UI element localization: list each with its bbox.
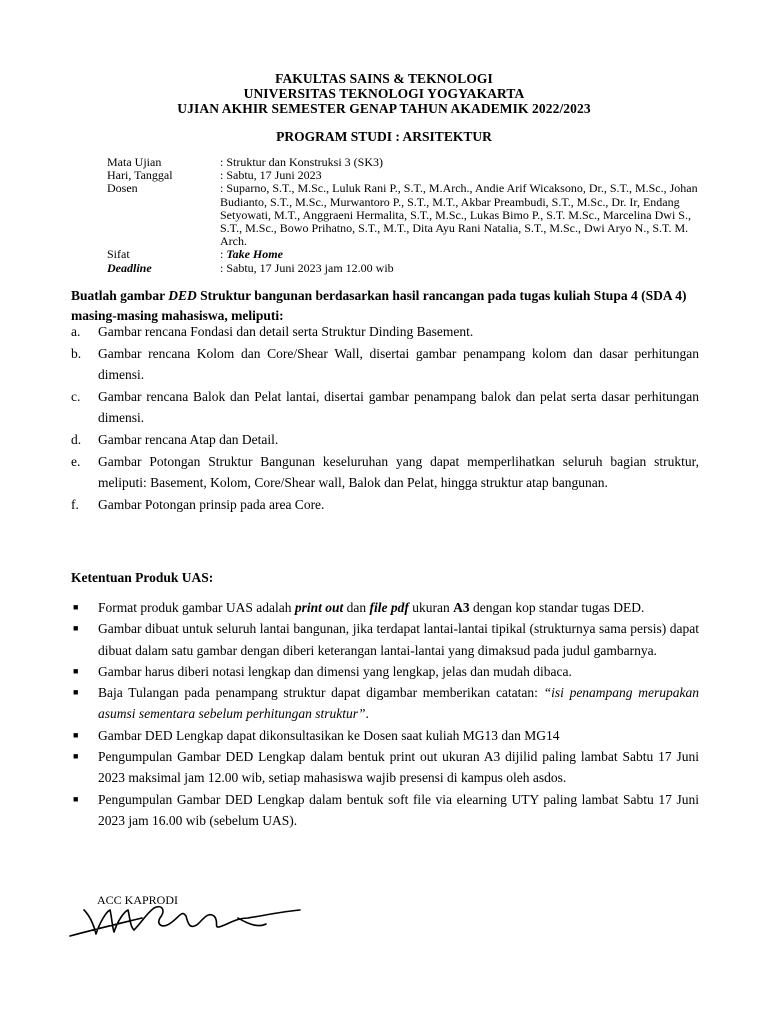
info-row-lecturers: [107, 182, 700, 248]
list-item: [71, 386, 699, 428]
list-marker: b.: [71, 346, 82, 361]
instruction-text: Buatlah gambar: [71, 288, 169, 303]
list-item: [71, 661, 699, 682]
text-run: dan: [343, 600, 370, 615]
list-text: Gambar dibuat untuk seluruh lantai bangunan, jika terdapat lantai-lantai tipikal (strukturnya sama persis) dapat dibuat dalam satu gambar dengan diberi keterangan lantai-lantai yang dimaksud pada judul gambarnya.: [98, 621, 699, 658]
list-item: [71, 429, 699, 450]
text-run: Baja Tulangan pada penampang struktur dapat digambar memberikan catatan:: [98, 685, 544, 701]
bullet-icon: ■: [73, 729, 79, 740]
info-value: [220, 248, 700, 261]
list-item: [71, 725, 699, 746]
list-text: Gambar Potongan prinsip pada area Core.: [98, 497, 325, 512]
requirements-title: Ketentuan Produk UAS:: [71, 570, 214, 585]
info-label: Dosen: [107, 181, 138, 196]
list-text: [98, 682, 699, 725]
bullet-icon: ■: [73, 793, 79, 804]
exam-title: UJIAN AKHIR SEMESTER GENAP TAHUN AKADEMIK 2022/2023: [177, 101, 591, 116]
list-text: Pengumpulan Gambar DED Lengkap dalam bentuk soft file via elearning UTY paling lambat Sabtu 17 Juni 2023 jam 16.00 wib (sebelum UAS).: [98, 791, 699, 828]
info-colon: :: [220, 247, 227, 262]
list-text: Gambar DED Lengkap dapat dikonsultasikan ke Dosen saat kuliah MG13 dan MG14: [98, 727, 560, 743]
list-item: [71, 451, 699, 493]
list-marker: c.: [71, 389, 81, 404]
info-label: Hari, Tanggal: [107, 168, 173, 183]
bullet-icon: ■: [73, 623, 79, 634]
list-text: Gambar rencana Fondasi dan detail serta Struktur Dinding Basement.: [98, 324, 474, 339]
list-marker: d.: [71, 432, 82, 447]
acc-label: ACC KAPRODI: [97, 893, 179, 907]
bullet-icon: ■: [73, 751, 79, 762]
info-label: Mata Ujian: [107, 155, 162, 169]
list-marker: a.: [71, 324, 81, 339]
info-value: : Sabtu, 17 Juni 2023: [220, 168, 322, 183]
list-item: [71, 321, 699, 342]
info-row-deadline: [107, 262, 700, 275]
requirements-list: [71, 597, 699, 831]
list-item: [71, 343, 699, 385]
text-run: print out: [294, 600, 344, 615]
list-marker: f.: [71, 497, 79, 512]
list-item: [71, 494, 699, 515]
text-run: “isi penampang merupakan asumsi sementara sebelum perhitungan struktur”: [98, 685, 699, 722]
take-home-value: Take Home: [226, 247, 283, 262]
bullet-icon: ■: [73, 602, 79, 612]
text-run: file pdf: [369, 600, 409, 615]
list-text: Gambar rencana Balok dan Pelat lantai, disertai gambar penampang balok dan pelat serta dasar perhitungan dimensi.: [98, 389, 699, 425]
info-row-nature: [107, 248, 700, 261]
info-value: : Struktur dan Konstruksi 3 (SK3): [220, 155, 383, 169]
text-run: A3: [453, 600, 470, 615]
university-title: UNIVERSITAS TEKNOLOGI YOGYAKARTA: [243, 86, 525, 101]
instruction-text: Struktur bangunan berdasarkan hasil rancangan pada tugas kuliah Stupa 4 (SDA 4) masing-masing mahasiswa, meliputi:: [71, 288, 687, 323]
task-list: [71, 321, 699, 515]
list-text: Gambar Potongan Struktur Bangunan keseluruhan yang dapat memperlihatkan seluruh bagian struktur, meliputi: Basement, Kolom, Core/Shear wall, Balok dan Pelat, hingga struktur atap bangunan.: [98, 454, 699, 490]
info-label: Sifat: [107, 247, 130, 262]
list-marker: e.: [71, 454, 81, 469]
text-run: dengan kop standar tugas DED.: [469, 600, 645, 615]
list-text: Pengumpulan Gambar DED Lengkap dalam bentuk print out ukuran A3 dijilid paling lambat Sabtu 17 Juni 2023 maksimal jam 12.00 wib, setiap mahasiswa wajib presensi di kampus oleh asdos.: [98, 749, 699, 786]
list-item: [71, 597, 699, 618]
list-text: Gambar rencana Atap dan Detail.: [98, 432, 279, 447]
list-text: Gambar harus diberi notasi lengkap dan dimensi yang lengkap, jelas dan mudah dibaca.: [98, 663, 572, 679]
text-run: ukuran: [408, 600, 454, 615]
info-label: Deadline: [107, 260, 152, 275]
info-value: : Suparno, S.T., M.Sc., Luluk Rani P., S.T., M.Arch., Andie Arif Wicaksono, Dr., S.T., M.Sc., Johan Budianto, S.T., M.Sc., Murwantoro P., S.T., M.T., Akbar Preambudi, S.T., M.Sc., Dr. Ir, Endang Setyowati, M.T., Anggraeni Hermalita, S.T., M.Sc., Lukas Bimo P., S.T. M.Sc., Marcelina Dwi S., S.T., M.Sc., Bowo Prihatno, S.T., M.T., Dita Ayu Rani Natalia, S.T., M.Sc., Dwi Aryo N., S.T. M. Arch.: [220, 181, 698, 249]
text-run: Format produk gambar UAS adalah: [98, 600, 295, 615]
text-run: .: [365, 706, 369, 722]
list-text: Gambar rencana Kolom dan Core/Shear Wall, disertai gambar penampang kolom dan dasar perhitungan dimensi.: [98, 346, 699, 382]
faculty-title: FAKULTAS SAINS & TEKNOLOGI: [275, 71, 493, 86]
info-row-subject: [107, 156, 700, 169]
signature-icon: [62, 896, 312, 946]
list-item: [71, 746, 699, 789]
list-item: [71, 682, 699, 725]
bullet-icon: ■: [73, 665, 79, 676]
list-item: [71, 618, 699, 661]
task-instruction: [71, 286, 699, 326]
list-item: [71, 789, 699, 832]
exam-info: [107, 156, 700, 275]
program-title: PROGRAM STUDI : ARSITEKTUR: [276, 129, 492, 144]
list-text: [98, 597, 699, 618]
info-value: : Sabtu, 17 Juni 2023 jam 12.00 wib: [220, 260, 394, 275]
instruction-ded: DED: [168, 288, 197, 303]
bullet-icon: ■: [73, 687, 79, 698]
